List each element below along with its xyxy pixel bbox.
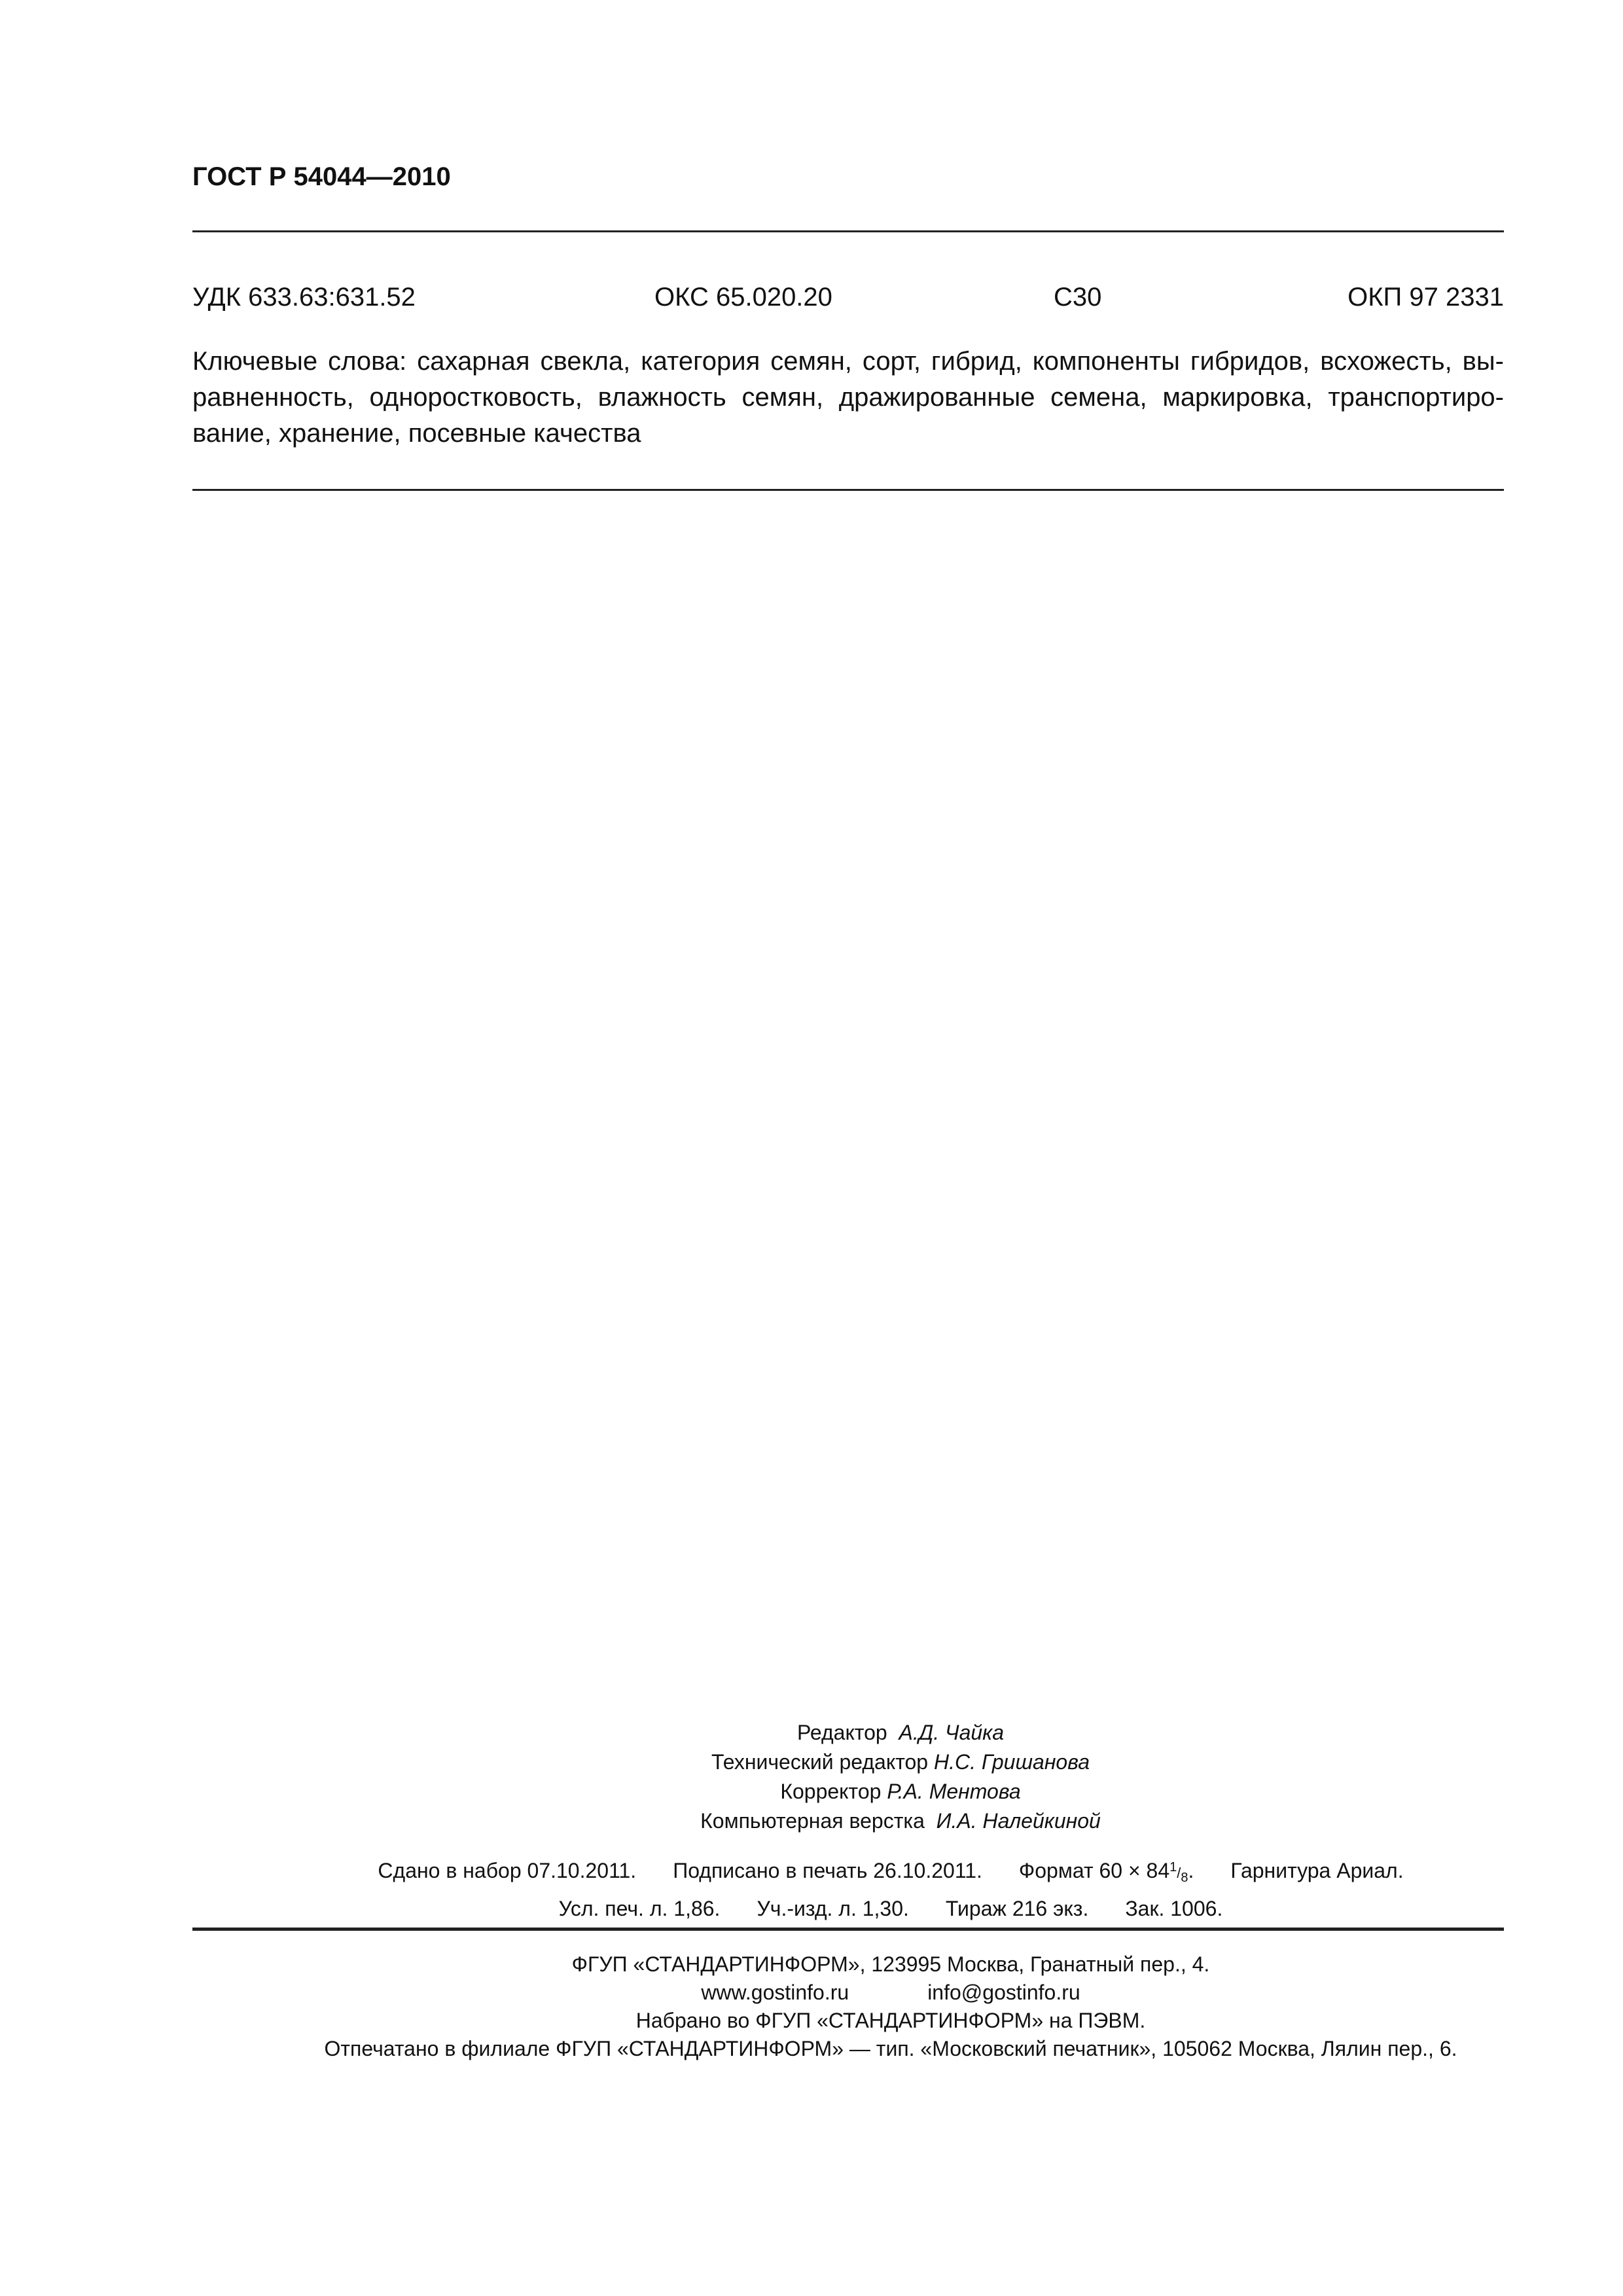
imprint-row-2	[277, 1893, 1504, 1924]
credit-name: Р.А. Ментова	[887, 1780, 1021, 1803]
imprint-block	[192, 1852, 1504, 1924]
group-code: С30	[1054, 283, 1102, 312]
keywords-line-2: равненность, одноростковость, влажность семян, дражированные семена, маркировка, транспортиро-	[192, 383, 1504, 412]
credit-tech-editor	[297, 1748, 1504, 1777]
keywords-paragraph	[192, 344, 1504, 452]
publisher-address: ФГУП «СТАНДАРТИНФОРМ», 123995 Москва, Гранатный пер., 4.	[571, 1952, 1210, 1976]
imprint-circulation: Тираж 216 экз.	[945, 1897, 1089, 1920]
udk-code: УДК 633.63:631.52	[192, 283, 416, 312]
credit-label: Технический редактор	[711, 1750, 929, 1774]
imprint-submitted: Сдано в набор 07.10.2011.	[378, 1859, 637, 1882]
top-divider	[192, 230, 1504, 232]
oks-code: ОКС 65.020.20	[654, 283, 832, 312]
keywords-divider	[192, 489, 1504, 491]
credit-label: Корректор	[780, 1780, 882, 1803]
imprint-divider	[192, 1928, 1504, 1931]
imprint-typeface: Гарнитура Ариал.	[1230, 1859, 1404, 1882]
imprint-edit-sheets: Уч.-изд. л. 1,30.	[757, 1897, 909, 1920]
credit-name: И.А. Налейкиной	[936, 1809, 1101, 1833]
publisher-email[interactable]: info@gostinfo.ru	[927, 1981, 1080, 2004]
publisher-printed: Отпечатано в филиале ФГУП «СТАНДАРТИНФОРМ» — тип. «Московский печатник», 105062 Москва, Лялин пер., 6.	[324, 2037, 1457, 2060]
credits-block	[192, 1718, 1504, 1836]
imprint-format: Формат $60 \times 84^1/_8$.	[1018, 1859, 1194, 1885]
keywords-line-1: Ключевые слова: сахарная свекла, категория семян, сорт, гибрид, компоненты гибридов, всхожесть, вы-	[192, 347, 1504, 376]
publisher-typeset: Набрано во ФГУП «СТАНДАРТИНФОРМ» на ПЭВМ.	[635, 2009, 1146, 2032]
publisher-contacts	[192, 1979, 1504, 2007]
credit-editor	[297, 1718, 1504, 1748]
credit-name: А.Д. Чайка	[899, 1721, 1005, 1744]
imprint-order: Зак. 1006.	[1125, 1897, 1223, 1920]
imprint-signed: Подписано в печать 26.10.2011.	[673, 1859, 982, 1882]
publisher-website[interactable]: www.gostinfo.ru	[701, 1981, 849, 2004]
credit-name: Н.С. Гришанова	[933, 1750, 1090, 1774]
credit-label: Компьютерная верстка	[700, 1809, 925, 1833]
imprint-print-sheets: Усл. печ. л. 1,86.	[558, 1897, 721, 1920]
credit-proofreader	[297, 1777, 1504, 1806]
credit-label: Редактор	[796, 1721, 887, 1744]
okp-code: ОКП 97 2331	[1347, 283, 1504, 312]
credit-layout	[297, 1806, 1504, 1836]
imprint-row-1	[277, 1852, 1504, 1893]
standard-code: ГОСТ Р 54044—2010	[192, 162, 451, 191]
publisher-block	[192, 1950, 1504, 2063]
keywords-line-3: вание, хранение, посевные качества	[192, 419, 641, 448]
